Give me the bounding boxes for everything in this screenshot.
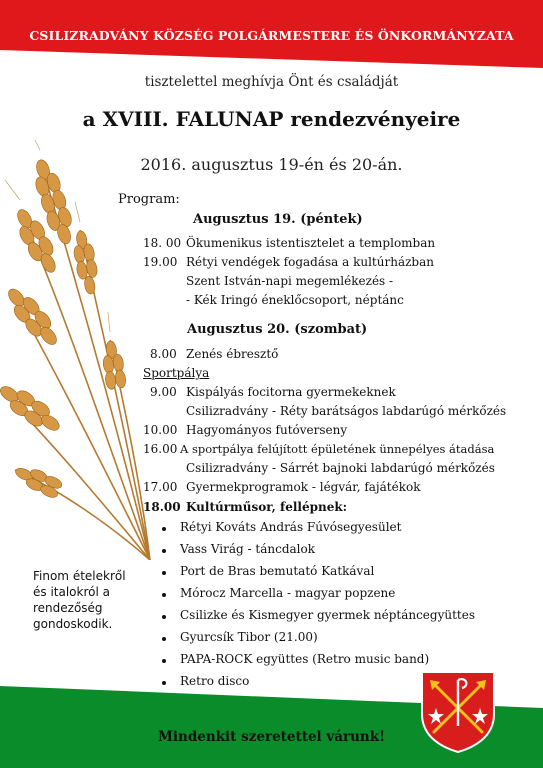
day2-time-7: 17.00 — [143, 480, 178, 494]
invitation-line: tisztelettel meghívja Önt és családját — [144, 74, 399, 90]
day2-text-5: A sportpálya felújított épületének ünnepélyes átadása — [180, 442, 495, 456]
performer-0: Rétyi Kováts András Fúvósegyesület — [180, 520, 402, 534]
performer-3: Mórocz Marcella - magyar popzene — [180, 586, 396, 600]
day1-text-2: Szent István-napi megemlékezés - — [186, 274, 394, 288]
header-red-band-tail — [0, 50, 543, 68]
day2-time-2: 9.00 — [150, 385, 177, 399]
food-note-line-0: Finom ételekről — [33, 569, 126, 583]
day2-text-0: Zenés ébresztő — [186, 347, 279, 361]
day2-text-6: Csilizradvány - Sárrét bajnoki labdarúgó mérkőzés — [186, 461, 495, 475]
food-note — [33, 568, 133, 632]
day2-time-8: 18.00 — [143, 500, 181, 514]
performer-6: PAPA-ROCK együttes (Retro music band) — [180, 652, 430, 666]
header-title: CSILIZRADVÁNY KÖZSÉG POLGÁRMESTERE ÉS ÖNKORMÁNYZATA — [29, 28, 514, 43]
day2-text-2: Kispályás focitorna gyermekeknek — [186, 385, 396, 399]
program-label: Program: — [118, 192, 180, 207]
event-title: a XVIII. FALUNAP rendezvényeire — [82, 107, 461, 131]
day2-time-5: 16.00 — [143, 442, 178, 456]
day2-text-3: Csilizradvány - Réty barátságos labdarúgó mérkőzés — [186, 404, 507, 418]
performer-7: Retro disco — [180, 674, 250, 688]
food-note-line-1: és italokról a — [33, 585, 110, 599]
bullet-0 — [162, 527, 166, 531]
day1-text-0: Ökumenikus istentisztelet a templomban — [186, 236, 436, 250]
bullet-6 — [162, 659, 166, 663]
food-note-line-3: gondoskodik. — [33, 617, 113, 631]
venue-sportpalya: Sportpálya — [143, 366, 210, 380]
performer-4: Csilizke és Kismegyer gyermek néptáncegyüttes — [180, 608, 475, 622]
bullet-3 — [162, 593, 166, 597]
day2-text-4: Hagyományos futóverseny — [186, 423, 348, 437]
event-dates: 2016. augusztus 19-én és 20-án. — [140, 155, 403, 174]
day2-time-4: 10.00 — [143, 423, 178, 437]
bullet-5 — [162, 637, 166, 641]
bullet-7 — [162, 681, 166, 685]
day2-time-0: 8.00 — [150, 347, 177, 361]
bullet-4 — [162, 615, 166, 619]
performer-5: Gyurcsík Tibor (21.00) — [180, 630, 318, 644]
footer-welcome: Mindenkit szeretettel várunk! — [157, 729, 386, 745]
coat-of-arms — [420, 670, 496, 754]
day2-text-7: Gyermekprogramok - légvár, fajátékok — [186, 480, 421, 494]
bullet-1 — [162, 549, 166, 553]
food-note-line-2: rendezőség — [33, 601, 103, 615]
bullet-2 — [162, 571, 166, 575]
day1-text-3: - Kék Iringó éneklőcsoport, néptánc — [186, 293, 404, 307]
performer-2: Port de Bras bemutató Katkával — [180, 564, 375, 578]
day2-heading: Augusztus 20. (szombat) — [187, 322, 368, 337]
day1-time-0: 18. 00 — [143, 236, 182, 250]
day2-text-8: Kultúrműsor, fellépnek: — [186, 500, 348, 514]
day1-text-1: Rétyi vendégek fogadása a kultúrházban — [186, 255, 434, 269]
day1-time-1: 19.00 — [143, 255, 178, 269]
day1-heading: Augusztus 19. (péntek) — [193, 212, 363, 227]
performer-1: Vass Virág - táncdalok — [180, 542, 315, 556]
